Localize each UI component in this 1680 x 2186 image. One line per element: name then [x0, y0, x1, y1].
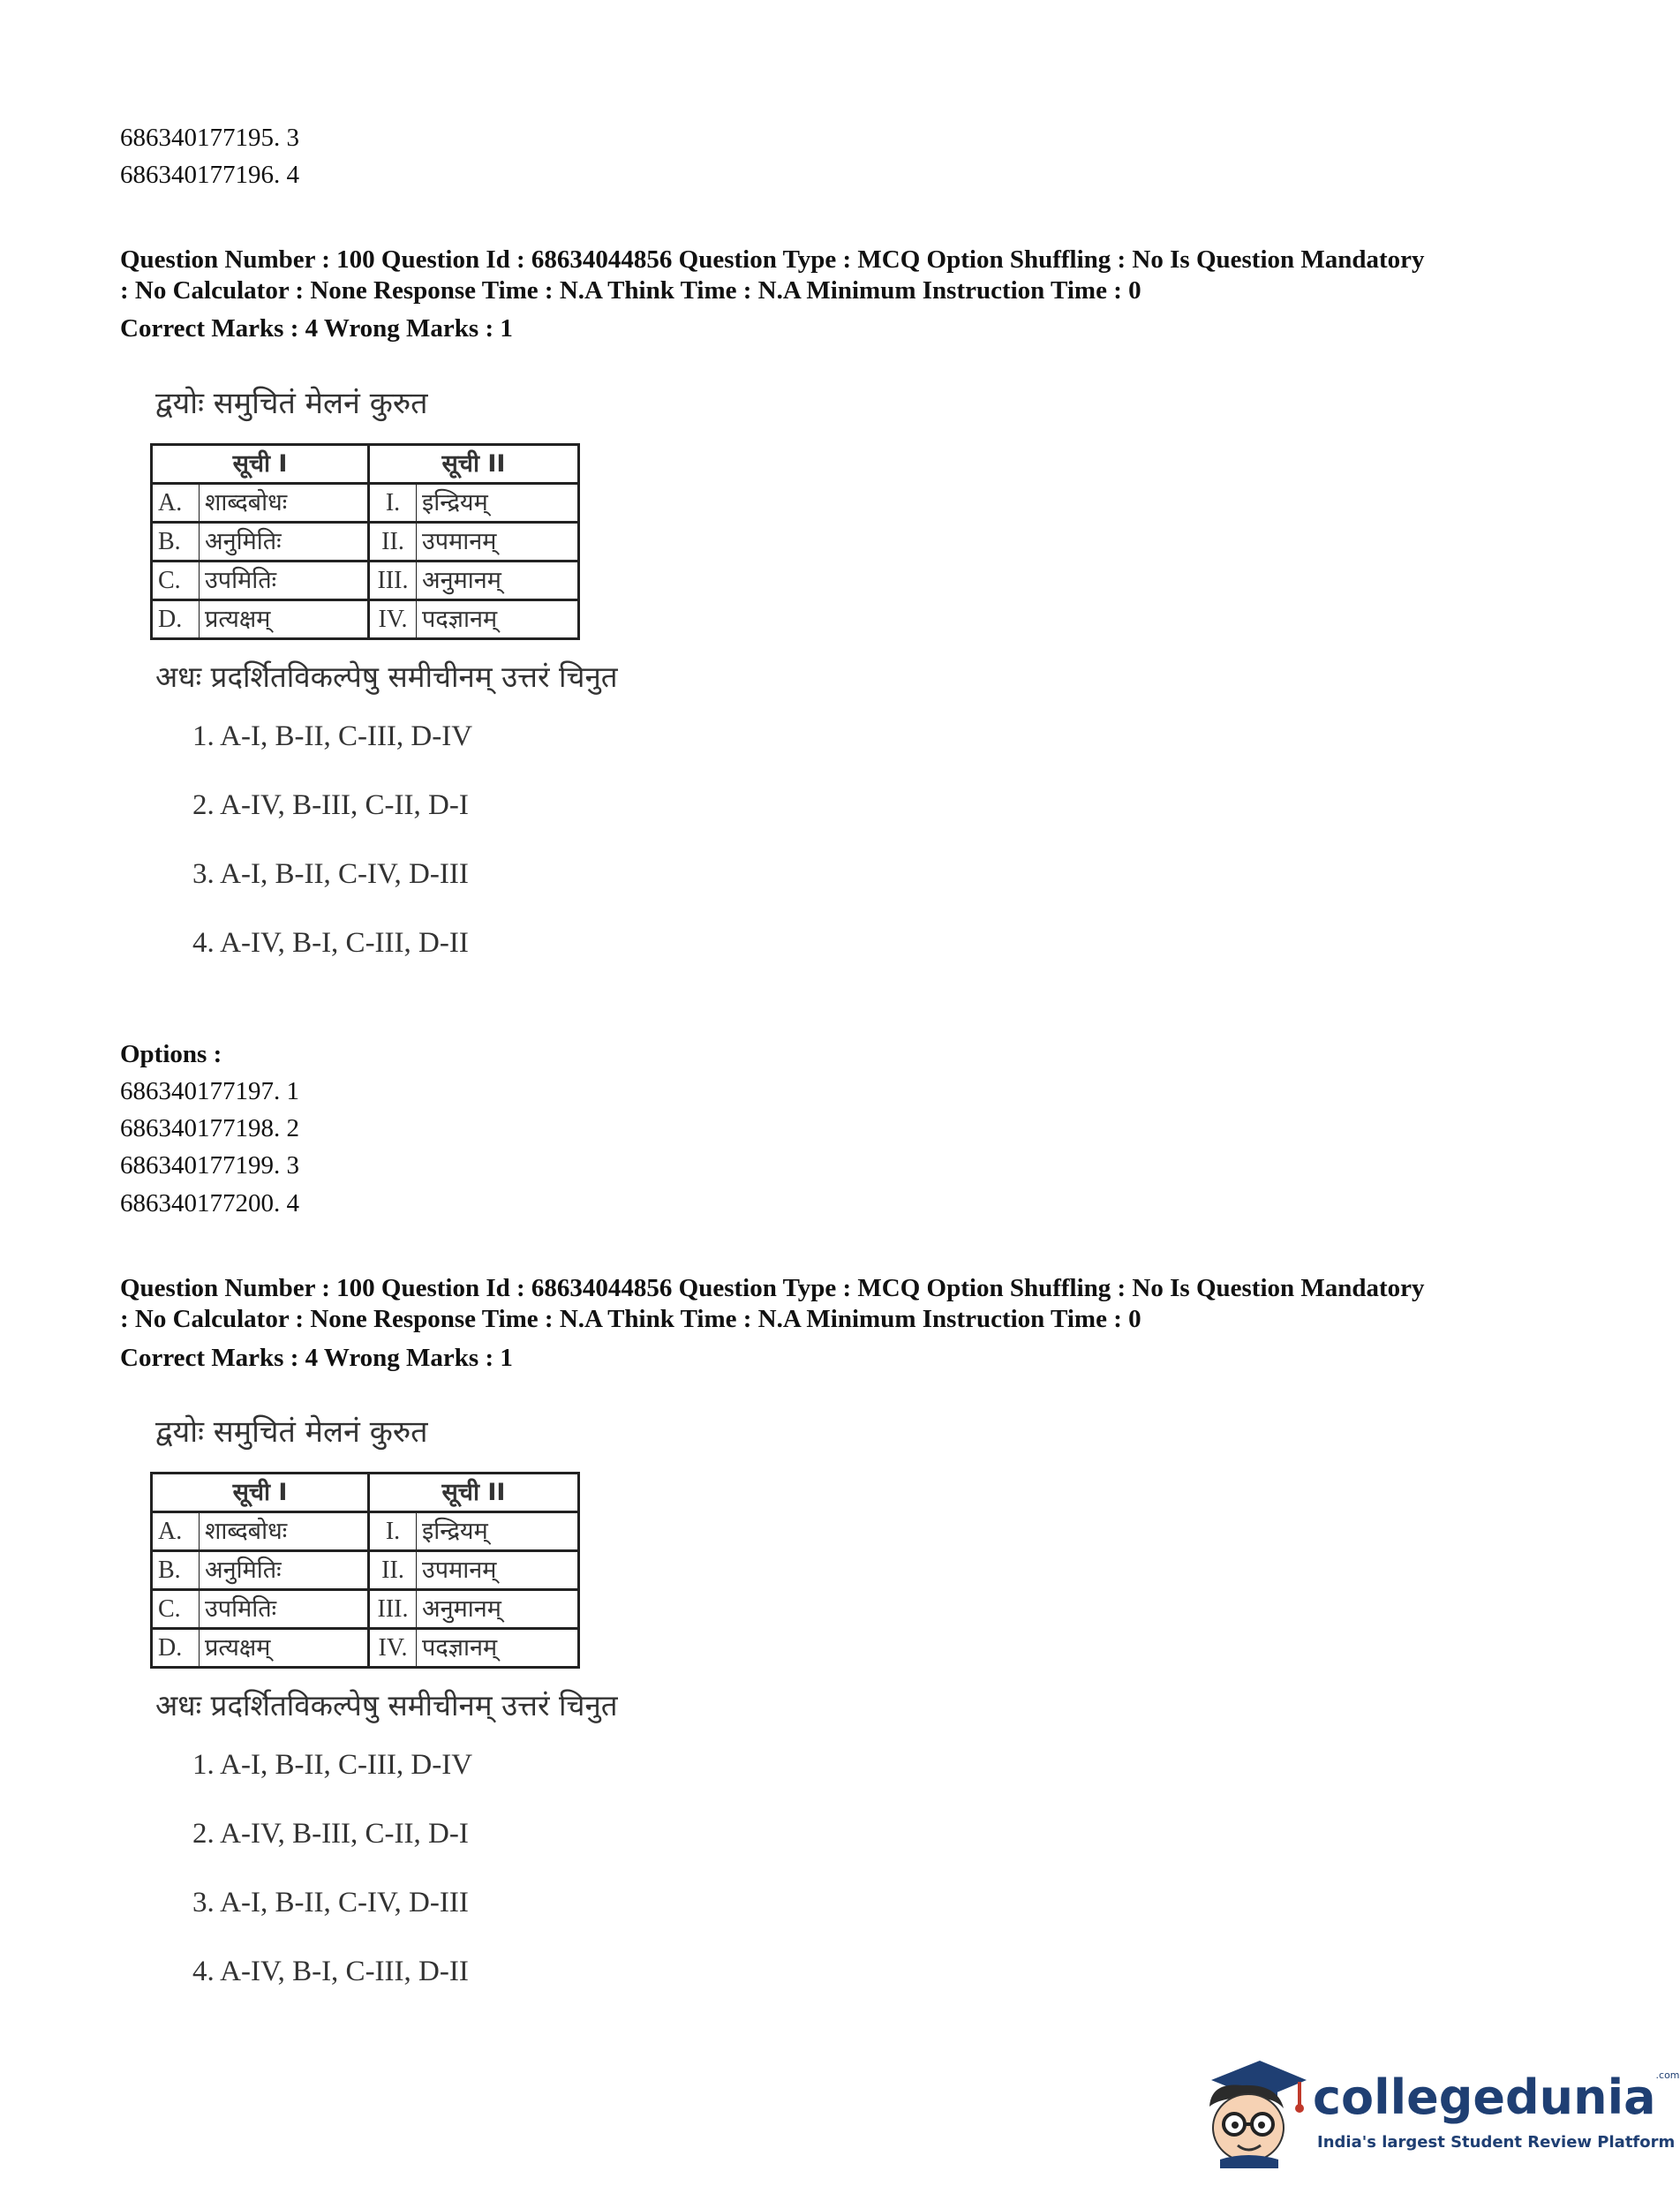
- row-letter: C.: [152, 562, 200, 600]
- option-line: 686340177198. 2: [120, 1114, 299, 1142]
- list2-item: पदज्ञानम्: [417, 1629, 579, 1668]
- option-line: 686340177200. 4: [120, 1189, 299, 1217]
- choice-list: [192, 719, 768, 994]
- match-table: [150, 443, 580, 640]
- column-header: सूची I: [152, 445, 369, 484]
- question-meta-line: : No Calculator : None Response Time : N.A Think Time : N.A Minimum Instruction Time : 0: [120, 276, 1141, 305]
- list1-item: प्रत्यक्षम्: [200, 1629, 369, 1668]
- option-line: 686340177195. 3: [120, 124, 299, 152]
- table-row: [152, 1590, 579, 1629]
- list2-item: उपमानम्: [417, 523, 579, 562]
- row-numeral: III.: [369, 562, 417, 600]
- question-body: [150, 1410, 768, 2023]
- match-table-header: [152, 445, 579, 484]
- list2-item: अनुमानम्: [417, 562, 579, 600]
- list1-item: अनुमितिः: [200, 523, 369, 562]
- row-letter: D.: [152, 1629, 200, 1668]
- question-meta-line: : No Calculator : None Response Time : N.A Think Time : N.A Minimum Instruction Time : 0: [120, 1305, 1141, 1333]
- column-header: सूची I: [152, 1474, 369, 1512]
- question-meta: [120, 1273, 1533, 1335]
- question-meta-line: Question Number : 100 Question Id : 68634044856 Question Type : MCQ Option Shuffling : No Is Question Mandatory: [120, 245, 1425, 274]
- logo-wordmark: collegedunia$^{.com}$: [1313, 2069, 1680, 2125]
- list1-item: अनुमितिः: [200, 1551, 369, 1590]
- choice-item: 4. A-IV, B-I, C-III, D-II: [192, 927, 469, 959]
- row-numeral: IV.: [369, 600, 417, 639]
- question-meta: [120, 245, 1533, 306]
- row-numeral: I.: [369, 484, 417, 523]
- row-letter: D.: [152, 600, 200, 639]
- question-subheading: अधः प्रदर्शितविकल्पेषु समीचीनम् उत्तरं चिनुत: [155, 1688, 618, 1722]
- column-header: सूची II: [369, 1474, 579, 1512]
- list2-item: पदज्ञानम्: [417, 600, 579, 639]
- question-heading: द्वयोः समुचितं मेलनं कुरुत: [155, 386, 428, 421]
- list2-item: इन्द्रियम्: [417, 484, 579, 523]
- row-numeral: III.: [369, 1590, 417, 1629]
- option-line: 686340177197. 1: [120, 1077, 299, 1105]
- table-row: [152, 1551, 579, 1590]
- list2-item: अनुमानम्: [417, 1590, 579, 1629]
- option-line: 686340177199. 3: [120, 1151, 299, 1180]
- list1-item: शाब्दबोधः: [200, 484, 369, 523]
- student-mascot-icon: [1194, 2054, 1308, 2168]
- list1-item: उपमितिः: [200, 1590, 369, 1629]
- table-row: [152, 562, 579, 600]
- question-meta-line: Question Number : 100 Question Id : 68634044856 Question Type : MCQ Option Shuffling : No Is Question Mandatory: [120, 1274, 1425, 1302]
- list2-item: उपमानम्: [417, 1551, 579, 1590]
- question-heading: द्वयोः समुचितं मेलनं कुरुत: [155, 1414, 428, 1450]
- brand-logo[interactable]: [1194, 2054, 1680, 2168]
- match-table-header: [152, 1474, 579, 1512]
- table-row: [152, 1629, 579, 1668]
- choice-list: [192, 1747, 768, 2023]
- options-label: Options :: [120, 1040, 222, 1068]
- column-header: सूची II: [369, 445, 579, 484]
- choice-item: 2. A-IV, B-III, C-II, D-I: [192, 1818, 469, 1850]
- choice-item: 4. A-IV, B-I, C-III, D-II: [192, 1956, 469, 1987]
- row-letter: A.: [152, 1512, 200, 1551]
- row-letter: C.: [152, 1590, 200, 1629]
- row-numeral: II.: [369, 1551, 417, 1590]
- table-row: [152, 1512, 579, 1551]
- choice-item: 1. A-I, B-II, C-III, D-IV: [192, 720, 473, 752]
- table-row: [152, 484, 579, 523]
- list1-item: शाब्दबोधः: [200, 1512, 369, 1551]
- question-subheading: अधः प्रदर्शितविकल्पेषु समीचीनम् उत्तरं चिनुत: [155, 660, 618, 694]
- marks-line: Correct Marks : 4 Wrong Marks : 1: [120, 1344, 513, 1372]
- option-line: 686340177196. 4: [120, 161, 299, 189]
- marks-line: Correct Marks : 4 Wrong Marks : 1: [120, 314, 513, 343]
- row-numeral: I.: [369, 1512, 417, 1551]
- table-row: [152, 523, 579, 562]
- choice-item: 3. A-I, B-II, C-IV, D-III: [192, 1887, 469, 1918]
- match-table: [150, 1472, 580, 1669]
- logo-tagline: India's largest Student Review Platform: [1317, 2133, 1676, 2152]
- choice-item: 1. A-I, B-II, C-III, D-IV: [192, 1749, 473, 1781]
- list2-item: इन्द्रियम्: [417, 1512, 579, 1551]
- row-letter: B.: [152, 1551, 200, 1590]
- choice-item: 2. A-IV, B-III, C-II, D-I: [192, 789, 469, 821]
- choice-item: 3. A-I, B-II, C-IV, D-III: [192, 858, 469, 890]
- row-numeral: IV.: [369, 1629, 417, 1668]
- row-letter: B.: [152, 523, 200, 562]
- list1-item: प्रत्यक्षम्: [200, 600, 369, 639]
- question-body: [150, 381, 768, 994]
- row-letter: A.: [152, 484, 200, 523]
- list1-item: उपमितिः: [200, 562, 369, 600]
- row-numeral: II.: [369, 523, 417, 562]
- table-row: [152, 600, 579, 639]
